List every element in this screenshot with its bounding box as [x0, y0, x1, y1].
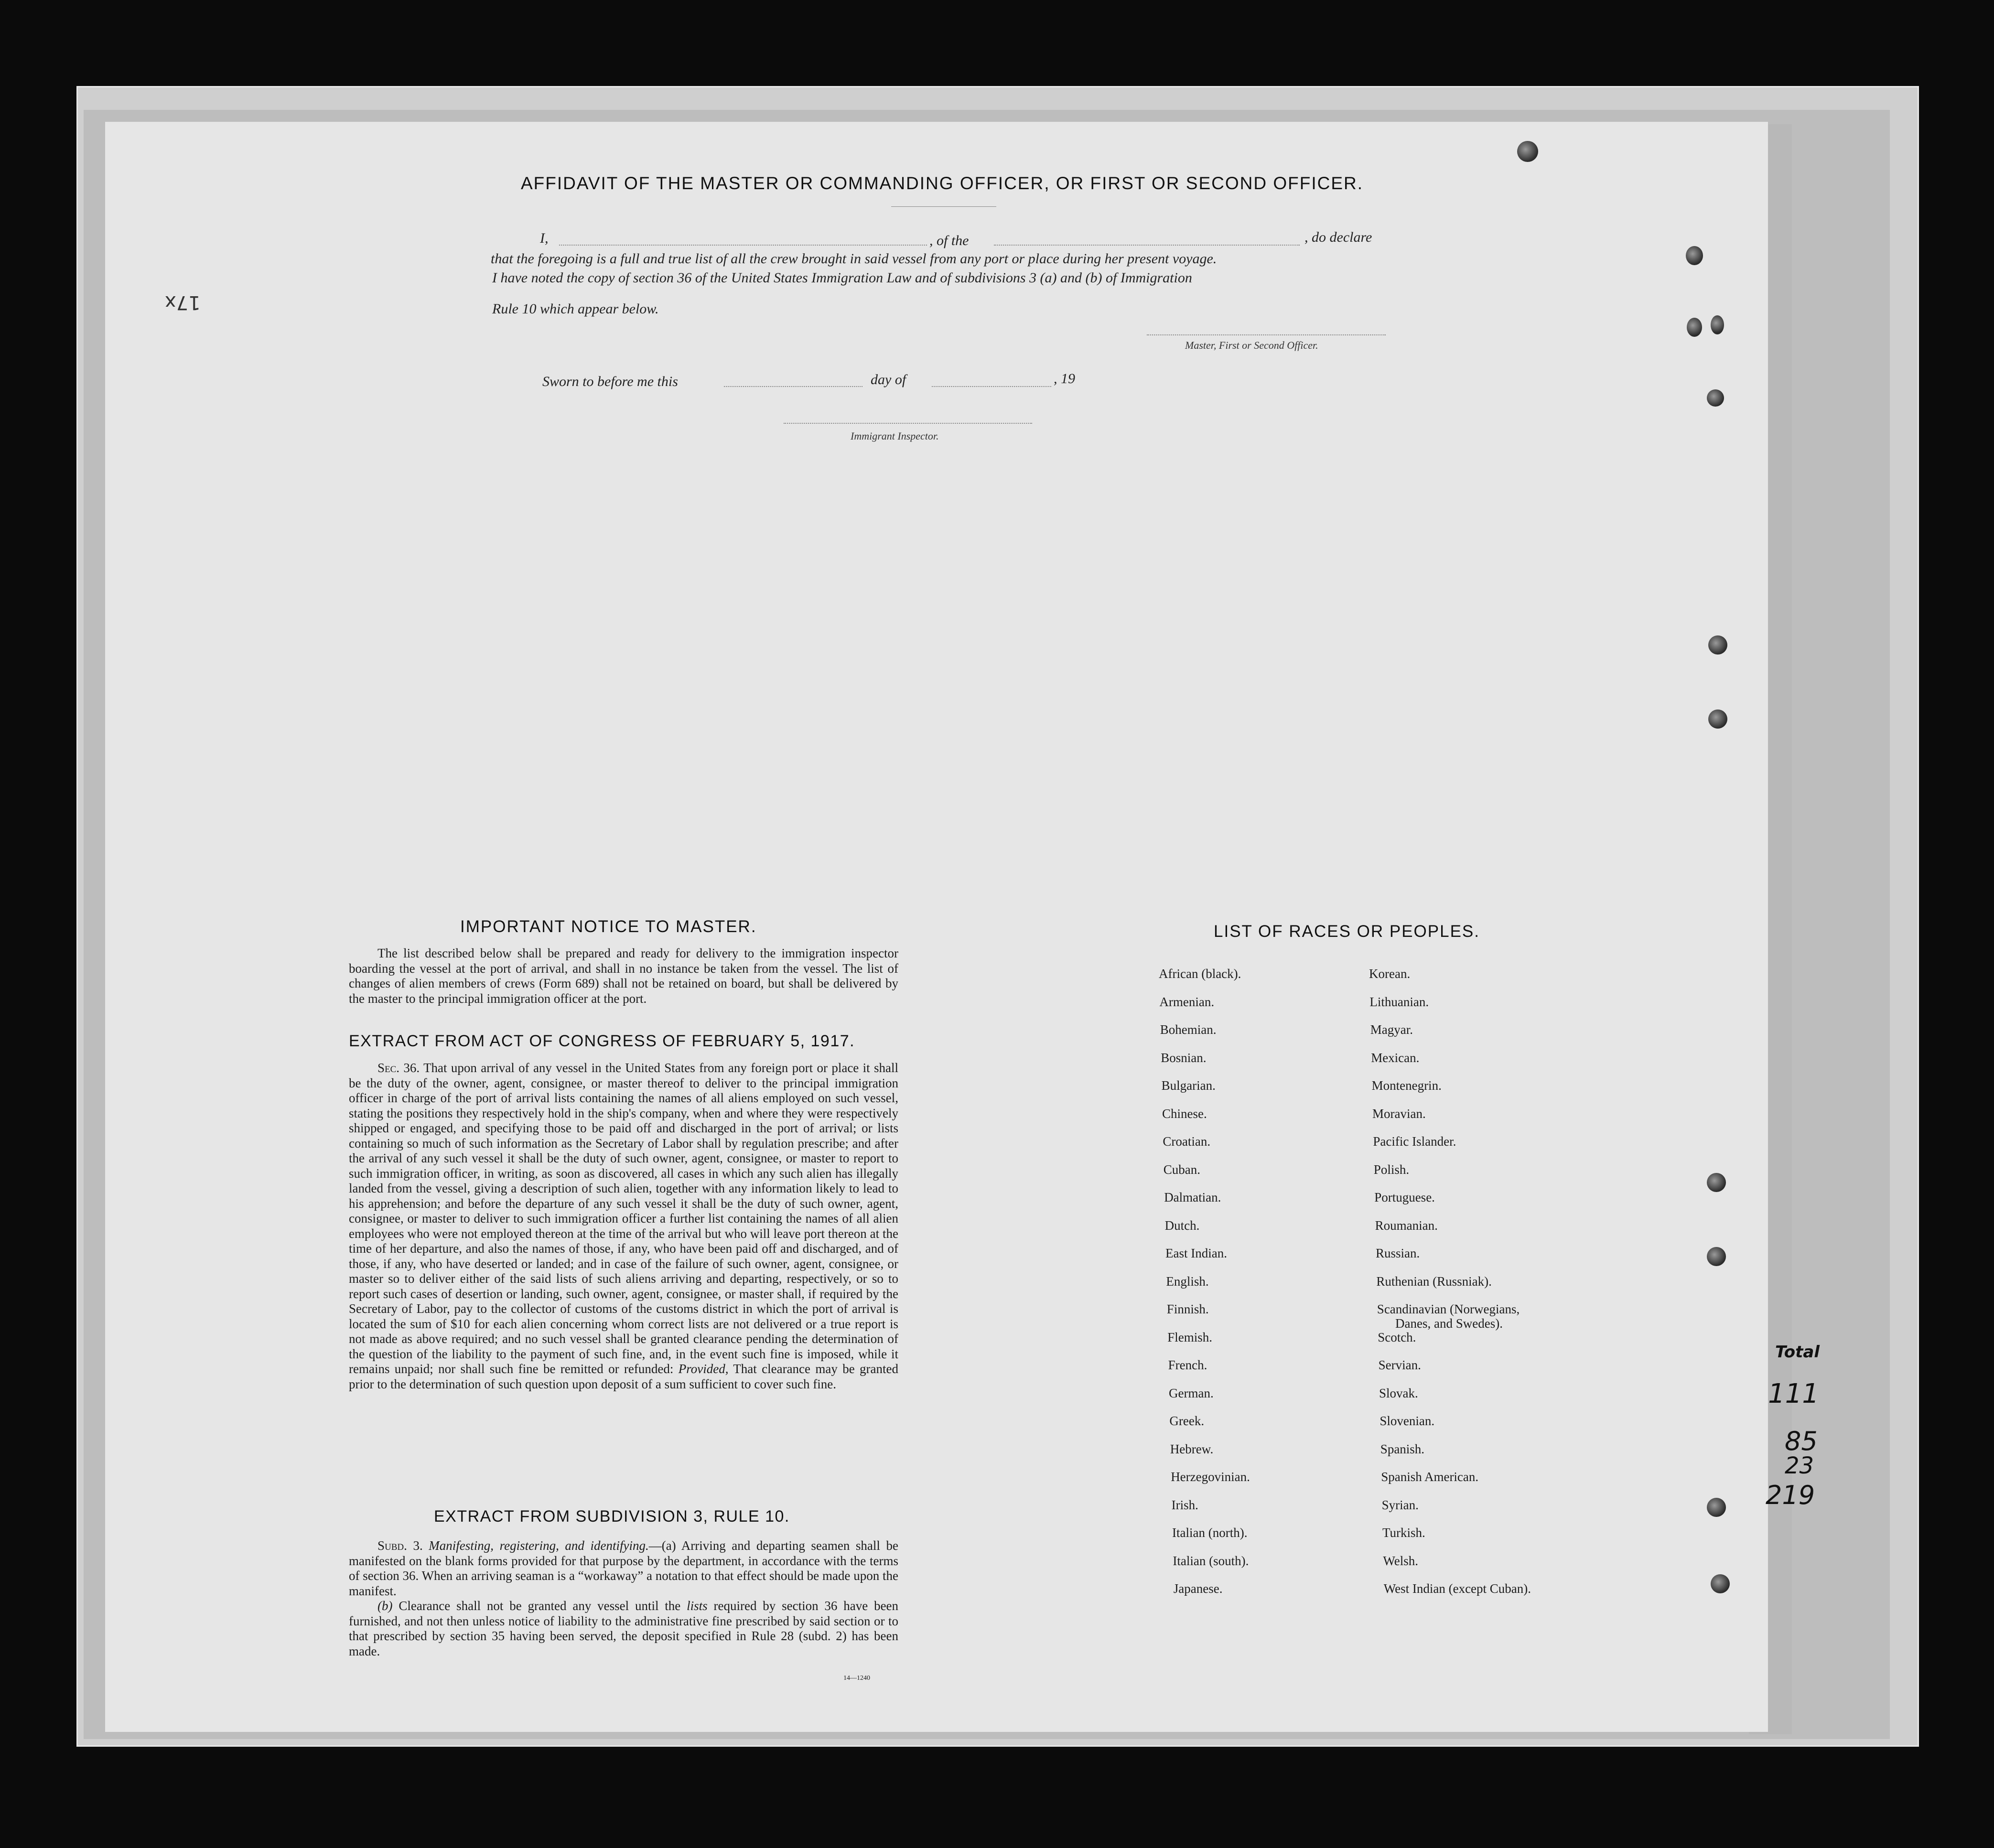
race-item: African (black). — [1159, 967, 1241, 981]
punch-hole — [1707, 1173, 1726, 1192]
race-item: Mexican. — [1371, 1050, 1420, 1065]
punch-hole — [1708, 709, 1727, 729]
sec-label: Sec. 36. — [377, 1061, 420, 1075]
affidavit-do-declare-label: , do declare — [1304, 229, 1372, 245]
para-b-2: required by section 36 have been furnished, and not then unless notice of liability to the administrative fine prescribed by said section or to that prescribed by section 35 having been served, the deposit specified in Rule 28 (subd. 2) has been made. — [349, 1599, 899, 1658]
race-item: Chinese. — [1162, 1106, 1207, 1121]
day-of-label: day of — [871, 372, 906, 387]
punch-hole — [1708, 635, 1727, 655]
subd-heading: Manifesting, registering, and identifying. — [429, 1538, 649, 1553]
para-b-lists: lists — [687, 1599, 708, 1613]
race-item: German. — [1169, 1386, 1214, 1400]
affidavit-of-the-label: , of the — [929, 233, 969, 248]
extract-act-text — [349, 1061, 898, 1392]
declaration-line-2: I have noted the copy of section 36 of the United States Immigration Law and of subdivisions 3 (a) and (b) of Immigration — [492, 270, 1192, 286]
race-item: Syrian. — [1381, 1497, 1419, 1512]
punch-hole — [1687, 318, 1702, 337]
notice-paragraph: The list described below shall be prepared and ready for delivery to the immigration inspector boarding the vessel at the port of arrival, and shall in no instance be taken from the vessel. The list of changes of alien members of crews (Form 689) shall not be retained on board, but shall be delivered by the master to the principal immigration officer at the port. — [349, 946, 898, 1006]
race-item: Slovak. — [1379, 1386, 1418, 1400]
race-item: Cuban. — [1163, 1162, 1201, 1177]
race-item: Lithuanian. — [1369, 994, 1429, 1009]
race-item: French. — [1168, 1358, 1207, 1372]
race-item: English. — [1166, 1274, 1209, 1289]
race-item: Polish. — [1373, 1162, 1410, 1177]
act-paragraph-end: That clearance may be granted prior to the determination of such question upon deposit of a sum sufficient to cover such fine. — [349, 1362, 898, 1391]
affidavit-i-label: I, — [540, 230, 549, 246]
race-item: Dutch. — [1164, 1218, 1200, 1233]
provided-label: Provided, — [678, 1362, 729, 1376]
master-signature-line — [1147, 334, 1386, 335]
total-value-1: 111 — [1768, 1378, 1819, 1409]
race-item: Greek. — [1169, 1414, 1205, 1428]
race-item: Croatian. — [1163, 1134, 1211, 1149]
inspector-signature-line — [784, 423, 1032, 424]
race-item: Italian (south). — [1173, 1553, 1249, 1568]
race-item: East Indian. — [1165, 1246, 1227, 1260]
affidavit-title: AFFIDAVIT OF THE MASTER OR COMMANDING OFFICER, OR FIRST OR SECOND OFFICER. — [521, 173, 1364, 193]
race-item: Scotch. — [1378, 1330, 1416, 1344]
race-item: Slovenian. — [1380, 1414, 1435, 1428]
race-item: Bulgarian. — [1161, 1078, 1216, 1093]
race-item: Roumanian. — [1375, 1218, 1438, 1233]
punch-hole — [1707, 389, 1724, 407]
year-label: , 19 — [1054, 371, 1075, 387]
total-value-4: 219 — [1766, 1480, 1815, 1510]
race-item: Magyar. — [1370, 1022, 1413, 1037]
subd-label: Subd. 3. — [377, 1538, 423, 1553]
race-item: Bohemian. — [1160, 1022, 1217, 1037]
vessel-field-line — [994, 245, 1300, 246]
form-number: 14—1240 — [843, 1675, 870, 1682]
sworn-month-line — [932, 386, 1051, 387]
race-item: Herzegovinian. — [1171, 1470, 1250, 1484]
para-a: —(a) Arriving and departing seamen shall be manifested on the blank forms provided for that purpose by the department, in accordance with the terms of section 36. When an arriving seaman is a “workaway” a notation to that effect should be made upon the manifest. — [349, 1538, 898, 1598]
declaration-line-3: Rule 10 which appear below. — [492, 301, 659, 317]
race-item: Finnish. — [1166, 1302, 1209, 1316]
sworn-label: Sworn to before me this — [542, 374, 678, 389]
punch-hole — [1711, 315, 1724, 334]
notice-text — [349, 946, 898, 1006]
race-item: Danes, and Swedes). — [1395, 1316, 1503, 1331]
race-item: Montenegrin. — [1371, 1078, 1442, 1093]
document-page — [105, 122, 1768, 1732]
stamp-mark: 17x — [165, 291, 201, 313]
race-item: Irish. — [1171, 1497, 1198, 1512]
punch-hole — [1711, 1574, 1730, 1593]
race-item: Spanish American. — [1381, 1470, 1479, 1484]
total-value-3: 23 — [1785, 1452, 1814, 1479]
punch-hole — [1707, 1247, 1726, 1266]
extract-act-title: EXTRACT FROM ACT OF CONGRESS OF FEBRUARY 5, 1917. — [349, 1032, 855, 1050]
race-item: Russian. — [1376, 1246, 1420, 1260]
extract-rule-text — [349, 1538, 898, 1659]
race-item: Servian. — [1378, 1358, 1421, 1372]
total-value-2: 85 — [1785, 1426, 1818, 1456]
race-item: Portuguese. — [1374, 1190, 1435, 1204]
punch-hole — [1707, 1498, 1726, 1517]
race-item: Flemish. — [1167, 1330, 1212, 1344]
master-signature-label: Master, First or Second Officer. — [1185, 339, 1318, 351]
race-item: Dalmatian. — [1164, 1190, 1221, 1204]
race-item: Hebrew. — [1170, 1441, 1214, 1456]
extract-rule-title: EXTRACT FROM SUBDIVISION 3, RULE 10. — [434, 1507, 790, 1526]
race-item: Moravian. — [1372, 1106, 1426, 1121]
race-item: Welsh. — [1383, 1553, 1418, 1568]
punch-hole — [1517, 141, 1538, 162]
punch-hole — [1686, 246, 1703, 265]
race-item: Ruthenian (Russniak). — [1376, 1274, 1492, 1289]
race-item: Bosnian. — [1161, 1050, 1207, 1065]
race-item: Armenian. — [1159, 994, 1215, 1009]
race-item: Turkish. — [1382, 1526, 1425, 1540]
act-paragraph: That upon arrival of any vessel in the United States from any foreign port or place it shall be the duty of the owner, agent, consignee, or master thereof to deliver to the principal immigration officer in charge of the port of arrival lists containing the names of all aliens employed on such vessel, stating the positions they respectively hold in the ship's company, when and where they were respectively shipped or engaged, and specifying those to be paid off and discharged in the port of arrival; or lists containing so much of such information as the Secretary of Labor shall by regulation prescribe; and after the arrival of any such vessel it shall be the duty of such owner, agent, consignee, or master to report to such immigration officer, in writing, as soon as discovered, all cases in which any such alien has illegally landed from the vessel, giving a description of such alien, together with any information likely to lead to his apprehension; and before the departure of any such vessel it shall be the duty of such owner, agent, consignee, or master to deliver to such immigration officer a further list containing the names of all alien employees who were not employed thereon at the time of the arrival but who will leave port thereon at the time of her departure, and also the names of those, if any, who have been paid off and discharged, and of those, if any, who have deserted or landed; and in case of the failure of such owner, agent, consignee, or master so to deliver either of the said lists of such aliens arriving and departing, respectively, or so to report such cases of desertion or landing, such owner, agent, consignee, or master shall, if required by the Secretary of Labor, pay to the collector of customs of the customs district in which the port of arrival is located the sum of $10 for each alien concerning whom correct lists are not delivered or a true report is not made as above required; and no such vessel shall be granted clearance pending the determination of the question of the liability to the payment of such fine, and, in the event such fine is imposed, while it remains unpaid; nor shall such fine be remitted or refunded: — [349, 1061, 899, 1376]
inspector-label: Immigrant Inspector. — [851, 430, 939, 442]
race-item: West Indian (except Cuban). — [1383, 1581, 1531, 1596]
race-item: Scandinavian (Norwegians, — [1377, 1302, 1520, 1316]
para-b-label: (b) — [377, 1599, 393, 1613]
race-item: Korean. — [1369, 967, 1411, 981]
race-item: Pacific Islander. — [1373, 1134, 1456, 1149]
para-b-1: Clearance shall not be granted any vessel until the — [399, 1599, 681, 1613]
name-field-line — [559, 245, 927, 246]
total-label: Total — [1775, 1343, 1820, 1362]
races-title: LIST OF RACES OR PEOPLES. — [1214, 922, 1480, 941]
race-item: Spanish. — [1380, 1441, 1425, 1456]
declaration-line-1: that the foregoing is a full and true list of all the crew brought in said vessel from any port or place during her present voyage. — [491, 251, 1217, 267]
race-item: Italian (north). — [1172, 1526, 1248, 1540]
notice-title: IMPORTANT NOTICE TO MASTER. — [460, 917, 757, 936]
race-item: Japanese. — [1173, 1581, 1223, 1596]
title-rule — [891, 206, 996, 207]
sworn-day-line — [724, 386, 862, 387]
